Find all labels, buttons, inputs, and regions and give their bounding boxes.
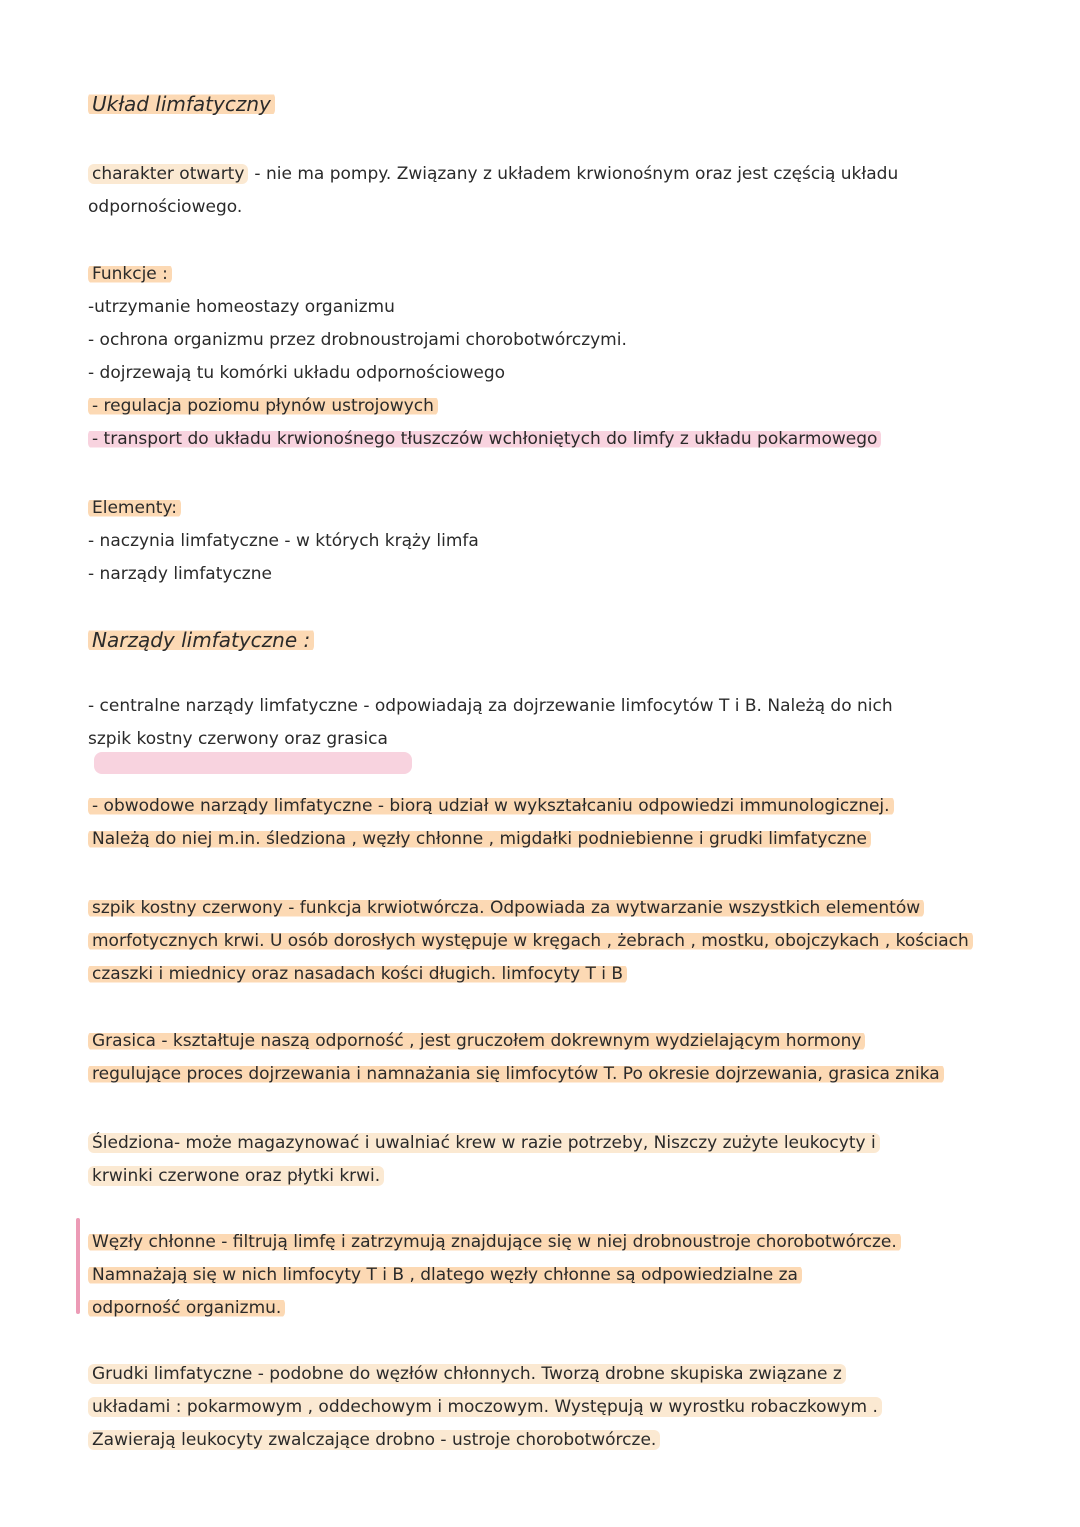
funkcje-item: - transport do układu krwionośnego tłuszczów wchłoniętych do limfy z układu pokarmowego	[88, 429, 881, 449]
funkcje-section	[88, 258, 1048, 456]
obwodowe-block	[88, 790, 1048, 856]
szpik-line: szpik kostny czerwony - funkcja krwiotwórcza. Odpowiada za wytwarzanie wszystkich elementów	[88, 898, 924, 918]
title-block	[88, 88, 1048, 121]
elementy-section	[88, 492, 1048, 591]
page-title: Układ limfatyczny	[88, 92, 275, 116]
narzady-heading: Narządy limfatyczne :	[88, 628, 314, 652]
grasica-line: Grasica - kształtuje naszą odporność , jest gruczołem dokrewnym wydzielającym hormony	[88, 1031, 865, 1051]
grudki-line: układami : pokarmowym , oddechowym i moczowym. Występują w wyrostku robaczkowym .	[88, 1397, 882, 1417]
intro-text-2: odpornościowego.	[88, 197, 243, 217]
grasica-line: regulujące proces dojrzewania i namnażania się limfocytów T. Po okresie dojrzewania, grasica znika	[88, 1064, 944, 1084]
elementy-heading: Elementy:	[88, 498, 181, 518]
szpik-line: czaszki i miednicy oraz nasadach kości długich. limfocyty T i B	[88, 964, 627, 984]
funkcje-heading: Funkcje :	[88, 264, 172, 284]
elementy-item: - narządy limfatyczne	[88, 564, 272, 584]
grasica-block	[88, 1025, 1048, 1091]
grudki-block	[88, 1358, 1048, 1457]
margin-marker	[76, 1218, 80, 1314]
funkcje-item: - dojrzewają tu komórki układu odpornościowego	[88, 363, 506, 383]
grudki-line: Zawierają leukocyty zwalczające drobno - ustroje chorobotwórcze.	[88, 1430, 660, 1450]
szpik-block	[88, 892, 1048, 991]
obwodowe-line: Należą do niej m.in. śledziona , węzły chłonne , migdałki podniebienne i grudki limfatyczne	[88, 829, 871, 849]
funkcje-item: -utrzymanie homeostazy organizmu	[88, 297, 395, 317]
szpik-line: morfotycznych krwi. U osób dorosłych występuje w kręgach , żebrach , mostku, obojczykach , kościach	[88, 931, 973, 951]
wezly-line: Namnażają się w nich limfocyty T i B , dlatego węzły chłonne są odpowiedzialne za	[88, 1265, 802, 1285]
funkcje-item: - ochrona organizmu przez drobnoustrojami chorobotwórczymi.	[88, 330, 627, 350]
wezly-line: odporność organizmu.	[88, 1298, 285, 1318]
centralne-line: szpik kostny czerwony oraz grasica	[88, 729, 388, 749]
grudki-line: Grudki limfatyczne - podobne do węzłów chłonnych. Tworzą drobne skupiska związane z	[88, 1364, 846, 1384]
sledziona-line: krwinki czerwone oraz płytki krwi.	[88, 1166, 384, 1186]
intro-text: - nie ma pompy. Związany z układem krwionośnym oraz jest częścią układu	[254, 164, 899, 184]
funkcje-item: - regulacja poziomu płynów ustrojowych	[88, 396, 438, 416]
sledziona-block	[88, 1127, 1048, 1193]
centralne-line: - centralne narządy limfatyczne - odpowiadają za dojrzewanie limfocytów T i B. Należą do nich	[88, 696, 893, 716]
wezly-block	[88, 1226, 1048, 1325]
wezly-line: Węzły chłonne - filtrują limfę i zatrzymują znajdujące się w niej drobnoustroje chorobotwórcze.	[88, 1232, 901, 1252]
intro-highlight: charakter otwarty	[88, 164, 248, 184]
sledziona-line: Śledziona- może magazynować i uwalniać krew w razie potrzeby, Niszczy zużyte leukocyty i	[88, 1133, 880, 1153]
narzady-heading-block	[88, 624, 1048, 657]
intro-block	[88, 158, 1048, 224]
obwodowe-line: - obwodowe narządy limfatyczne - biorą udział w wykształcaniu odpowiedzi immunologicznej.	[88, 796, 894, 816]
elementy-item: - naczynia limfatyczne - w których krąży limfa	[88, 531, 479, 551]
centralne-block	[88, 690, 1048, 756]
